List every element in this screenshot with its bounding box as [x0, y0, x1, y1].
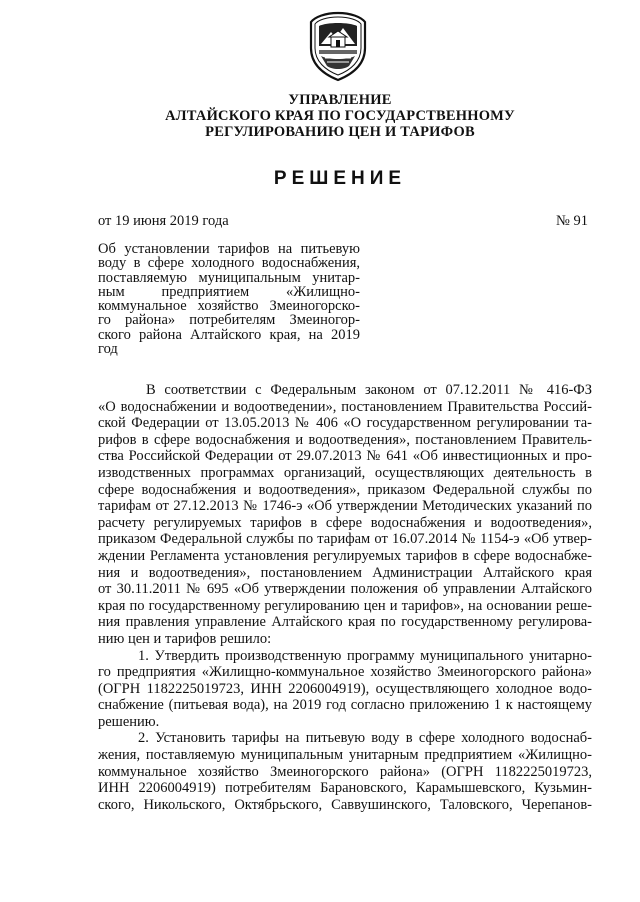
body-line: «О водоснабжении и водоотведении», постановлением Правительства Россий-	[98, 398, 592, 415]
body-line: ния и водоотведения», постановлением Администрации Алтайского края	[98, 564, 592, 581]
authority-name-line-1: УПРАВЛЕНИЕ	[288, 92, 392, 108]
authority-name-line-3: РЕГУЛИРОВАНИЮ ЦЕН И ТАРИФОВ	[205, 124, 475, 140]
subject-line: год	[98, 341, 118, 358]
document-type-title: РЕШЕНИЕ	[273, 168, 407, 189]
subject-line: ным предприятием «Жилищно-	[98, 283, 360, 300]
body-line: ждении Регламента установления регулируемых тарифов в сфере водоснабже-	[98, 547, 592, 564]
coat-of-arms-emblem-icon	[305, 10, 371, 82]
body-line: от 30.11.2011 № 695 «Об утверждении положения об управлении Алтайского	[98, 581, 592, 598]
body-line: коммунальное хозяйство Змеиногорского района» (ОГРН 1182225019723,	[98, 763, 592, 780]
body-line: ИНН 2206004919) потребителям Барановского, Карамышевского, Кузьмин-	[98, 780, 592, 797]
body-line: приказом Федеральной службы по тарифам от 16.07.2014 № 1154-э «Об утвер-	[98, 531, 592, 548]
subject-line: поставляемую муниципальным унитар-	[98, 269, 360, 286]
body-line: (ОГРН 1182225019723, ИНН 2206004919), осуществляющего холодное водо-	[98, 680, 592, 697]
authority-name-line-2: АЛТАЙСКОГО КРАЯ ПО ГОСУДАРСТВЕННОМУ	[165, 108, 515, 124]
body-line: сфере водоснабжения и водоотведения», приказом Федеральной службы по	[98, 481, 592, 498]
document-number: № 91	[556, 213, 588, 229]
body-line: тарифам от 27.12.2013 № 1746-э «Об утверждении Методических указаний по	[98, 498, 592, 515]
body-line: края по государственному регулированию цен и тарифов», на основании реше-	[98, 597, 592, 614]
subject-line: коммунальное хозяйство Змеиногорско-	[98, 298, 360, 315]
body-line: рифов в сфере водоснабжения и водоотведения», постановлением Правитель-	[98, 431, 592, 448]
body-line: го предприятия «Жилищно-коммунальное хозяйство Змеиногорского района»	[98, 664, 592, 681]
subject-line: го района» потребителям Змеиногор-	[98, 312, 360, 329]
body-line: 2. Установить тарифы на питьевую воду в сфере холодного водоснаб-	[138, 730, 592, 747]
subject-line: Об установлении тарифов на питьевую	[98, 241, 360, 257]
document-date: от 19 июня 2019 года	[98, 213, 229, 229]
document-subject	[98, 242, 360, 356]
body-line: 1. Утвердить производственную программу муниципального унитарно-	[138, 647, 592, 664]
body-line: ства Российской Федерации от 29.07.2013 № 641 «Об инвестиционных и про-	[98, 448, 592, 465]
body-line: снабжение (питьевая вода), на 2019 год согласно приложению 1 к настоящему	[98, 697, 592, 714]
body-line: ния правления управление Алтайского края по государственному регулирова-	[98, 614, 592, 631]
subject-line: воду в сфере холодного водоснабжения,	[98, 255, 360, 272]
body-line: изводственных программах организаций, осуществляющих деятельность в	[98, 464, 592, 481]
body-line: решению.	[98, 713, 160, 730]
subject-line: ского района Алтайского края, на 2019	[98, 326, 360, 343]
body-line: нию цен и тарифов решило:	[98, 630, 272, 647]
document-body	[98, 382, 592, 813]
body-line: расчету регулируемых тарифов в сфере водоснабжения и водоотведения»,	[98, 514, 592, 531]
body-line: В соответствии с Федеральным законом от 07.12.2011 № 416-ФЗ	[146, 382, 592, 398]
body-line: жения, поставляемую муниципальным унитарным предприятием «Жилищно-	[98, 747, 592, 764]
body-line: ского, Никольского, Октябрьского, Саввушинского, Таловского, Черепанов-	[98, 796, 592, 813]
body-line: ской Федерации от 13.05.2013 № 406 «О государственном регулировании та-	[98, 415, 592, 432]
